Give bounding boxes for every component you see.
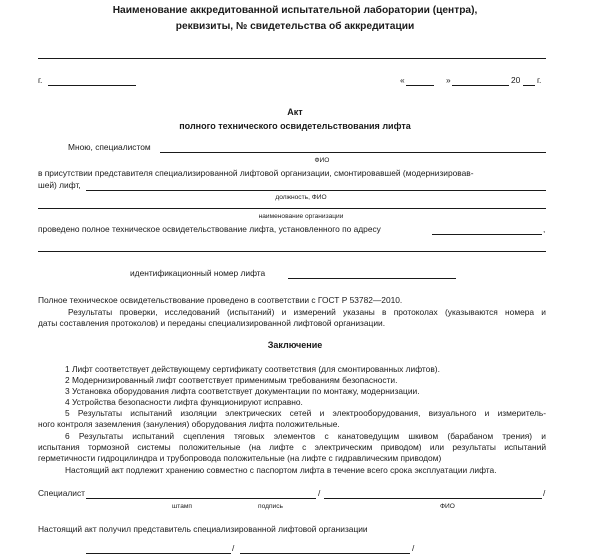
stamp-caption: штамп xyxy=(172,503,193,510)
presence-line-2: шей) лифт, xyxy=(38,180,81,190)
address-comma: , xyxy=(543,224,546,234)
presence-line-1: в присутствии представителя специализированной лифтовой организации, смонтировавшей (модернизировав- xyxy=(38,168,474,178)
organization-field[interactable] xyxy=(38,208,546,209)
conclusion-item: 1 Лифт соответствует действующему сертификату соответствия (для смонтированных лифтов). xyxy=(65,364,440,374)
year-suffix: г. xyxy=(537,75,542,85)
city-field[interactable] xyxy=(48,85,136,86)
conclusion-item-5-line-1: 5 Результаты испытаний изоляции электрических сетей и электрооборудования, визуального и измеритель- xyxy=(65,408,546,418)
organization-name-caption: наименование организации xyxy=(258,213,344,220)
accreditation-title: реквизиты, № свидетельства об аккредитации xyxy=(175,21,415,32)
fio-caption: ФИО xyxy=(314,157,330,164)
address-field[interactable] xyxy=(432,234,542,235)
results-line-1: Результаты проверки, исследований (испытаний) и измерений указаны в протоколах (указываются номера и xyxy=(68,307,546,317)
fio-field[interactable] xyxy=(324,498,542,499)
conclusion-item-6-line-2: испытания тормозной системы положительные (на лифте с электрическим приводом) или результаты испытаний xyxy=(38,442,546,452)
specialist-name-field[interactable] xyxy=(160,152,546,153)
date-close-quote: » xyxy=(446,75,451,85)
me-specialist-label: Мною, специалистом xyxy=(68,142,151,152)
act-title: Акт xyxy=(287,107,303,117)
conclusion-item: 3 Установка оборудования лифта соответствует документации по монтажу, модернизации. xyxy=(65,386,420,396)
receiver-slash: / xyxy=(232,543,235,553)
lab-name-title: Наименование аккредитованной испытательной лаборатории (центра), xyxy=(112,5,478,16)
stamp-field[interactable] xyxy=(86,498,316,499)
conclusion-item-6-line-3: герметичности гидроцилиндра и трубопровода положительные (на лифте с гидравлическим приводом) xyxy=(38,453,442,463)
representative-field[interactable] xyxy=(86,190,546,191)
signature-slash: / xyxy=(318,488,321,498)
header-underline xyxy=(38,58,546,59)
conclusion-item: 2 Модернизированный лифт соответствует применимым требованиям безопасности. xyxy=(65,375,398,385)
conclusion-item: 4 Устройства безопасности лифта функционируют исправно. xyxy=(65,397,303,407)
storage-note: Настоящий акт подлежит хранению совместно с паспортом лифта в течение всего срока эксплуатации лифта. xyxy=(65,465,497,475)
city-prefix: г. xyxy=(38,75,43,85)
specialist-label: Специалист xyxy=(38,488,85,498)
day-field[interactable] xyxy=(406,85,434,86)
receiver-slash-end: / xyxy=(412,543,415,553)
results-line-2: даты составления протоколов) и переданы специализированной лифтовой организации. xyxy=(38,318,386,328)
conducted-text: проведено полное техническое освидетельствование лифта, установленного по адресу xyxy=(38,224,381,234)
date-open-quote: « xyxy=(400,75,405,85)
fio-signature-caption: ФИО xyxy=(440,503,455,510)
conclusion-item-5-line-2: ного контроля заземления (зануления) оборудования лифта положительные. xyxy=(38,419,340,429)
id-number-field[interactable] xyxy=(288,278,456,279)
gost-line: Полное техническое освидетельствование проведено в соответствии с ГОСТ Р 53782—2010. xyxy=(38,295,403,305)
conclusion-title: Заключение xyxy=(267,340,323,350)
month-field[interactable] xyxy=(452,85,509,86)
year-field[interactable] xyxy=(523,85,535,86)
address-field-continued[interactable] xyxy=(38,251,546,252)
conclusion-item-6-line-1: 6 Результаты испытаний сцепления тяговых элементов с канатоведущим шкивом (барабаном трения) и xyxy=(65,431,546,441)
signature-caption: подпись xyxy=(258,503,283,510)
received-by-text: Настоящий акт получил представитель специализированной лифтовой организации xyxy=(38,524,368,534)
act-subtitle: полного технического освидетельствования лифта xyxy=(179,121,411,131)
year-prefix: 20 xyxy=(511,75,521,85)
position-fio-caption: должность, ФИО xyxy=(275,194,327,201)
id-number-label: идентификационный номер лифта xyxy=(130,268,266,278)
signature-slash-end: / xyxy=(543,488,546,498)
